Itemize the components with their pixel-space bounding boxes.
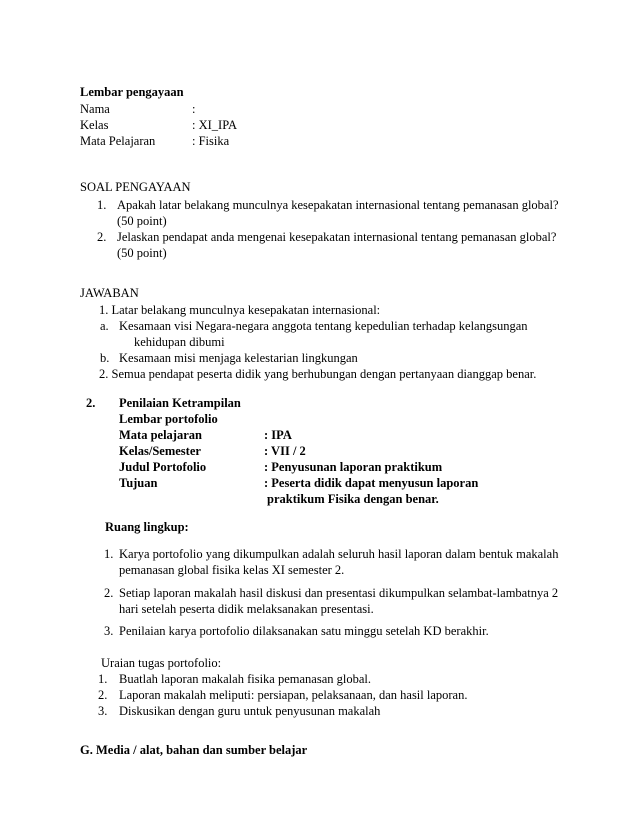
jawaban-a-text: Kesamaan visi Negara-negara anggota tentang kepedulian terhadap kelangsungan bbox=[119, 319, 528, 333]
uraian-num-3: 3. bbox=[98, 704, 108, 718]
uraian-text-1: Buatlah laporan makalah fisika pemanasan global. bbox=[119, 672, 371, 686]
portfolio-value-kelas: : VII / 2 bbox=[264, 444, 306, 458]
portfolio-value-tujuan: : Peserta didik dapat menyusun laporan bbox=[264, 476, 479, 490]
uraian-text-2: Laporan makalah meliputi: persiapan, pelaksanaan, dan hasil laporan. bbox=[119, 688, 468, 702]
ruang-lingkup-heading: Ruang lingkup: bbox=[105, 520, 189, 534]
jawaban-b-label: b. bbox=[100, 351, 110, 365]
soal-points-1: (50 point) bbox=[117, 214, 167, 228]
field-label-mapel: Mata Pelajaran bbox=[80, 134, 156, 148]
media-heading: G. Media / alat, bahan dan sumber belajar bbox=[80, 743, 308, 757]
soal-text-1: Apakah latar belakang munculnya kesepakatan internasional tentang pemanasan global? bbox=[117, 198, 559, 212]
portfolio-value-tujuan-cont: praktikum Fisika dengan benar. bbox=[267, 492, 439, 506]
section-number: 2. bbox=[86, 396, 96, 410]
uraian-num-1: 1. bbox=[98, 672, 108, 686]
field-label-nama: Nama bbox=[80, 102, 110, 116]
soal-points-2: (50 point) bbox=[117, 246, 167, 260]
uraian-text-3: Diskusikan dengan guru untuk penyusunan makalah bbox=[119, 704, 381, 718]
portfolio-value-judul: : Penyusunan laporan praktikum bbox=[264, 460, 443, 474]
portfolio-label-tujuan: Tujuan bbox=[119, 476, 158, 490]
ruang-text-2-cont: hari setelah peserta didik melaksanakan presentasi. bbox=[119, 602, 374, 616]
soal-num-1: 1. bbox=[97, 198, 107, 212]
jawaban-line-2: 2. Semua pendapat peserta didik yang berhubungan dengan pertanyaan dianggap benar. bbox=[99, 367, 537, 381]
jawaban-a-label: a. bbox=[100, 319, 109, 333]
ruang-text-3: Penilaian karya portofolio dilaksanakan satu minggu setelah KD berakhir. bbox=[119, 624, 489, 638]
portfolio-label-mapel: Mata pelajaran bbox=[119, 428, 202, 442]
field-label-kelas: Kelas bbox=[80, 118, 109, 132]
jawaban-a-text-cont: kehidupan dibumi bbox=[134, 335, 225, 349]
jawaban-line-1: 1. Latar belakang munculnya kesepakatan internasional: bbox=[99, 303, 381, 317]
field-value-mapel: : Fisika bbox=[192, 134, 230, 148]
field-value-kelas: : XI_IPA bbox=[192, 118, 238, 132]
worksheet-title: Lembar pengayaan bbox=[80, 85, 184, 99]
portfolio-value-mapel: : IPA bbox=[264, 428, 292, 442]
ruang-text-1: Karya portofolio yang dikumpulkan adalah seluruh hasil laporan dalam bentuk makalah bbox=[119, 547, 559, 561]
field-value-nama: : bbox=[192, 102, 196, 116]
ruang-num-1: 1. bbox=[104, 547, 114, 561]
uraian-heading: Uraian tugas portofolio: bbox=[101, 656, 222, 670]
ruang-num-2: 2. bbox=[104, 586, 114, 600]
uraian-num-2: 2. bbox=[98, 688, 108, 702]
ruang-num-3: 3. bbox=[104, 624, 114, 638]
section-subtitle: Lembar portofolio bbox=[119, 412, 218, 426]
soal-num-2: 2. bbox=[97, 230, 107, 244]
soal-heading: SOAL PENGAYAAN bbox=[80, 180, 191, 194]
jawaban-heading: JAWABAN bbox=[80, 286, 139, 300]
jawaban-b-text: Kesamaan misi menjaga kelestarian lingkungan bbox=[119, 351, 358, 365]
section-title: Penilaian Ketrampilan bbox=[119, 396, 241, 410]
soal-text-2: Jelaskan pendapat anda mengenai kesepakatan internasional tentang pemanasan global? bbox=[117, 230, 557, 244]
ruang-text-1-cont: pemanasan global fisika kelas XI semester 2. bbox=[119, 563, 345, 577]
portfolio-label-kelas: Kelas/Semester bbox=[119, 444, 201, 458]
ruang-text-2: Setiap laporan makalah hasil diskusi dan presentasi dikumpulkan selambat-lambatnya 2 bbox=[119, 586, 559, 600]
portfolio-label-judul: Judul Portofolio bbox=[119, 460, 207, 474]
